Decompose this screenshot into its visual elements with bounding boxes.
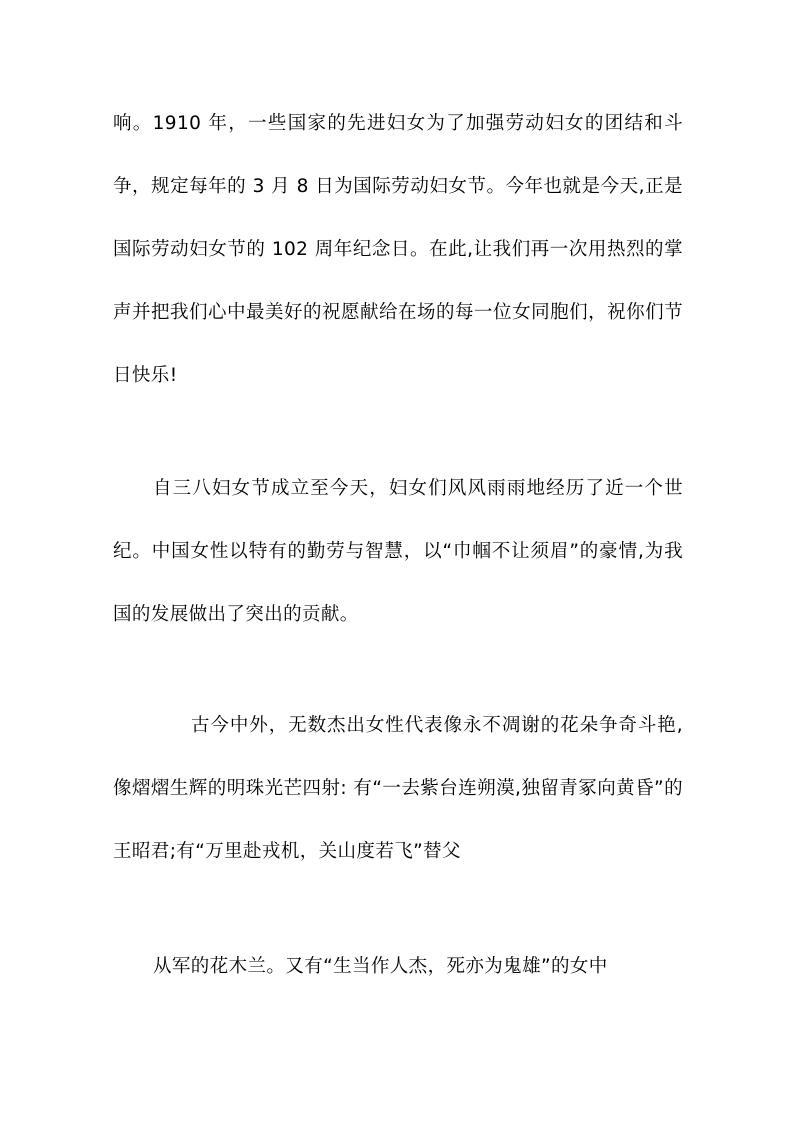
paragraph-1: 响。1910 年，一些国家的先进妇女为了加强劳动妇女的团结和斗争，规定每年的 3 月 8 日为国际劳动妇女节。今年也就是今天,正是国际劳动妇女节的 102 周年纪念日。在此,让我们再一次用热烈的掌声并把我们心中最美好的祝愿献给在场的每一位女同胞们，祝你们节日快乐! (113, 113, 683, 386)
paragraph-spacer (113, 407, 683, 457)
paragraph-spacer (113, 883, 683, 935)
paragraph-4: 从军的花木兰。又有“生当作人杰，死亦为鬼雄”的女中 (153, 956, 608, 977)
paragraph-3: 古今中外，无数杰出女性代表像永不凋谢的花朵争奇斗艳,像熠熠生辉的明珠光芒四射: 有“一去紫台连朔漠,独留青冢向黄昏”的王昭君;有“万里赴戎机，关山度若飞”替父 (113, 715, 683, 862)
document-body (113, 92, 683, 998)
paragraph-2: 自三八妇女节成立至今天，妇女们风风雨雨地经历了近一个世纪。中国女性以特有的勤劳与智慧，以“巾帼不让须眉”的豪情,为我国的发展做出了突出的贡献。 (113, 478, 683, 625)
paragraph-spacer (113, 646, 683, 694)
